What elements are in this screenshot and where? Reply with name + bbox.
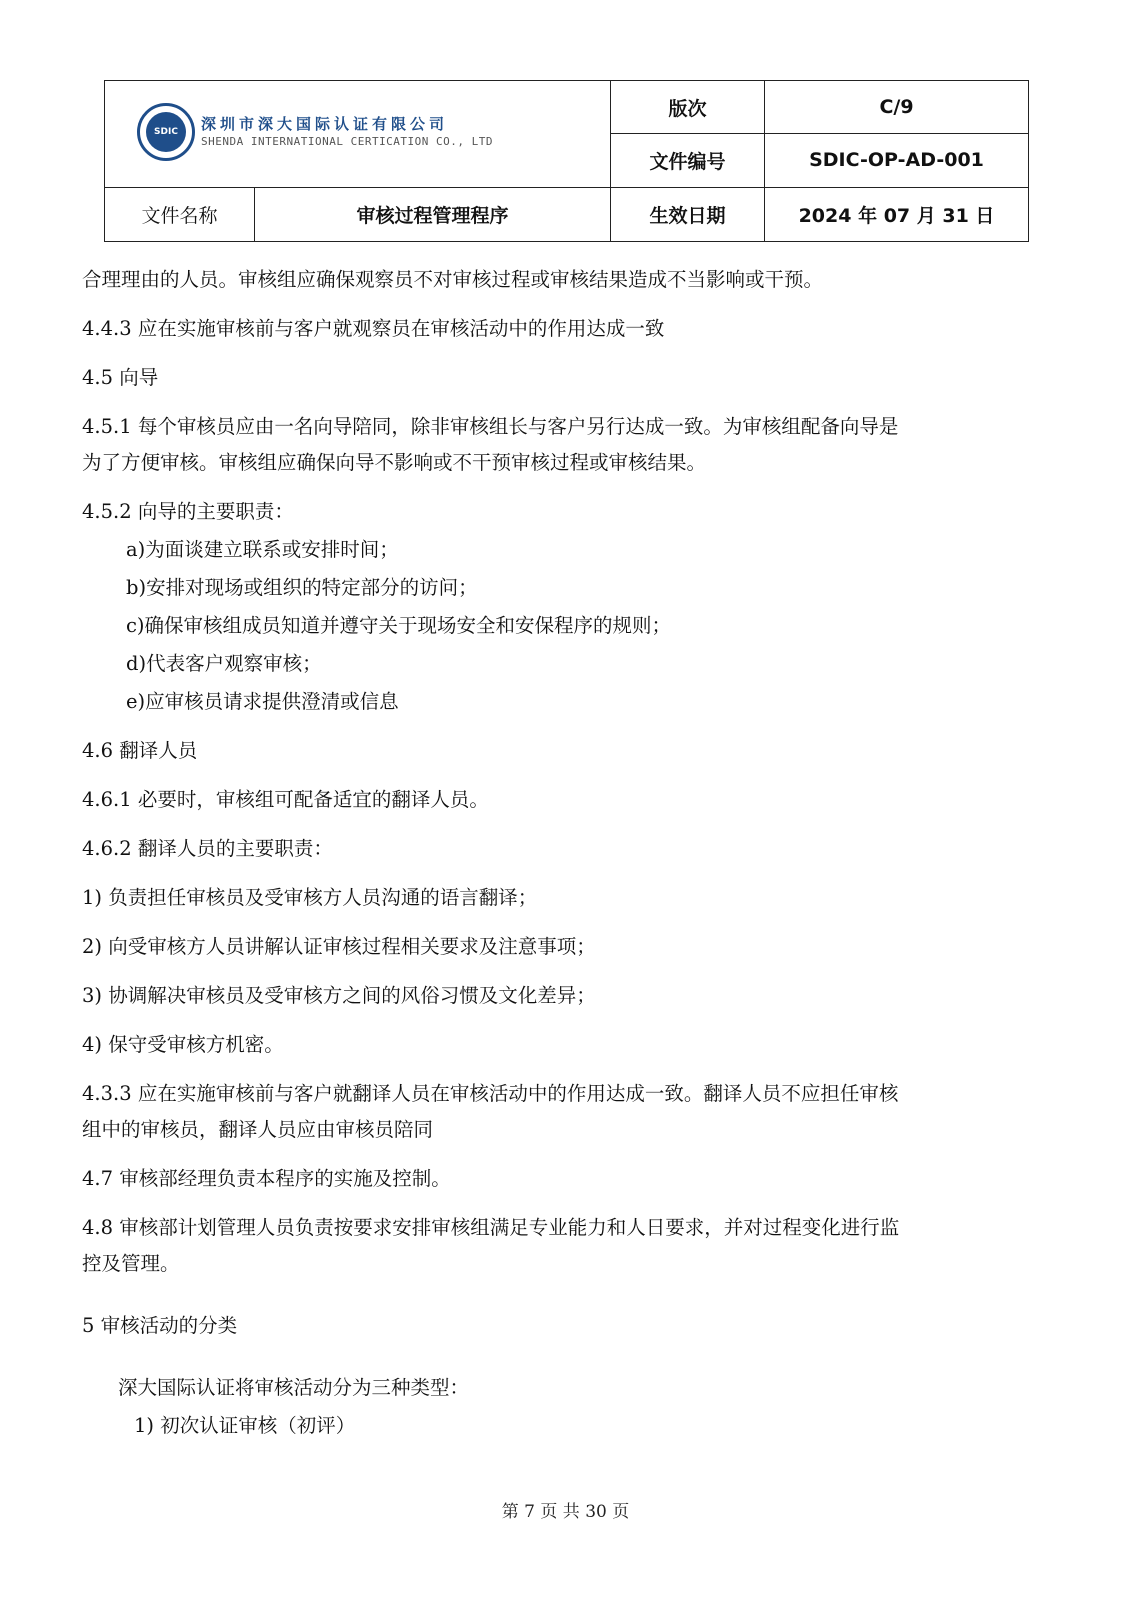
- version-value: C/9: [765, 81, 1029, 134]
- document-body: [82, 262, 1042, 1444]
- clause-4-3-3-line1: 4.3.3 应在实施审核前与客户就翻译人员在审核活动中的作用达成一致。翻译人员不应担任审核: [82, 1082, 899, 1105]
- company-name-en: SHENDA INTERNATIONAL CERTICATION CO., LTD: [201, 135, 494, 148]
- clause-4-5-1-line2: 为了方便审核。审核组应确保向导不影响或不干预审核过程或审核结果。: [82, 451, 707, 474]
- doc-name-label: 文件名称: [105, 187, 255, 241]
- clause-4-5-1-line1: 4.5.1 每个审核员应由一名向导陪同，除非审核组长与客户另行达成一致。为审核组配备向导是: [82, 415, 899, 438]
- clause-4-5-2: 4.5.2 向导的主要职责：: [82, 500, 294, 523]
- list-item: 1) 负责担任审核员及受审核方人员沟通的语言翻译；: [82, 886, 538, 909]
- company-seal-icon: [137, 103, 195, 161]
- heading-4-6: 4.6 翻译人员: [82, 739, 198, 762]
- list-item: a)为面谈建立联系或安排时间；: [126, 538, 399, 561]
- heading-4-5: 4.5 向导: [82, 366, 159, 389]
- clause-4-3-3-line2: 组中的审核员，翻译人员应由审核员陪同: [82, 1118, 434, 1141]
- effective-date-value: 2024 年 07 月 31 日: [765, 187, 1029, 241]
- doc-number-value: SDIC-OP-AD-001: [765, 134, 1029, 187]
- list-item: 4) 保守受审核方机密。: [82, 1033, 284, 1056]
- company-name-cn: 深圳市深大国际认证有限公司: [201, 115, 449, 133]
- page-number: 第 7 页 共 30 页: [501, 1502, 630, 1522]
- clause-4-4-3: 4.4.3 应在实施审核前与客户就观察员在审核活动中的作用达成一致: [82, 317, 665, 340]
- clause-4-6-1: 4.6.1 必要时，审核组可配备适宜的翻译人员。: [82, 788, 489, 811]
- clause-4-8-line2: 控及管理。: [82, 1252, 180, 1275]
- paragraph: 深大国际认证将审核活动分为三种类型：: [118, 1376, 470, 1399]
- version-label: 版次: [611, 81, 765, 134]
- clause-4-7: 4.7 审核部经理负责本程序的实施及控制。: [82, 1167, 451, 1190]
- effective-date-label: 生效日期: [611, 187, 765, 241]
- list-item: e)应审核员请求提供澄清或信息: [126, 690, 399, 713]
- heading-5: 5 审核活动的分类: [82, 1314, 238, 1337]
- doc-name-value: 审核过程管理程序: [255, 187, 611, 241]
- list-item: c)确保审核组成员知道并遵守关于现场安全和安保程序的规则；: [126, 614, 672, 637]
- list-item: b)安排对现场或组织的特定部分的访问；: [126, 576, 478, 599]
- clause-4-6-2: 4.6.2 翻译人员的主要职责：: [82, 837, 333, 860]
- guide-duties-list: [82, 532, 1042, 720]
- document-header-table: [104, 80, 1029, 242]
- clause-4-8-line1: 4.8 审核部计划管理人员负责按要求安排审核组满足专业能力和人日要求，并对过程变化进行监: [82, 1216, 900, 1239]
- company-logo: [137, 103, 493, 161]
- list-item: 3) 协调解决审核员及受审核方之间的风俗习惯及文化差异；: [82, 984, 596, 1007]
- list-item: 1) 初次认证审核（初评）: [134, 1414, 356, 1437]
- doc-number-label: 文件编号: [611, 134, 765, 187]
- logo-cell: [105, 81, 611, 188]
- paragraph: 合理理由的人员。审核组应确保观察员不对审核过程或审核结果造成不当影响或干预。: [82, 268, 824, 291]
- list-item: d)代表客户观察审核；: [126, 652, 322, 675]
- list-item: 2) 向受审核方人员讲解认证审核过程相关要求及注意事项；: [82, 935, 596, 958]
- logo-mark: SDIC: [146, 112, 186, 152]
